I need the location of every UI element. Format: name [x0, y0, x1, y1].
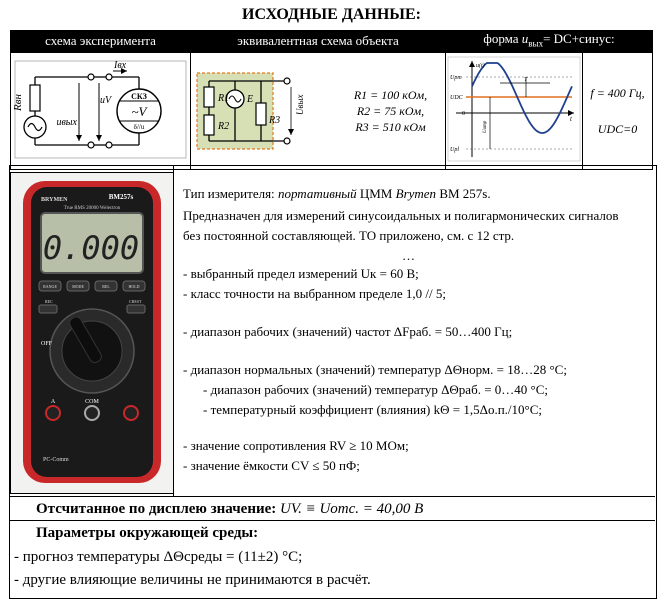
meter-jack-a[interactable]: [46, 406, 60, 420]
r3-value: R3 = 510 кОм: [355, 119, 426, 134]
divider-horizontal-2: [10, 520, 655, 521]
meter-off-label: OFF: [41, 341, 53, 347]
meter-purpose-line: Предназначен для измерений синусоидальных и полигармонических сигналов: [183, 208, 619, 223]
meter-rms-label: СКЗ: [131, 91, 147, 101]
wave-period-label: T: [524, 76, 528, 83]
u-out-label: uвых: [56, 116, 77, 128]
meter-display-value: 0.000: [42, 229, 140, 267]
wave-ampl-label: Uamp: [483, 120, 488, 133]
wave-upm-label: Upm: [450, 74, 462, 81]
reading-line: Отсчитанное по дисплею значение: UV. ≡ Uотс. = 40,00 В: [36, 501, 424, 517]
meter-crest-label: CREST: [129, 299, 142, 304]
spec-capacitance: - значение ёмкости CV ≤ 50 пФ;: [183, 458, 360, 473]
header-equivalent-scheme: эквивалентная схема объекта: [191, 31, 446, 53]
meter-button-crest[interactable]: [127, 305, 145, 313]
header-waveform: форма $u_{вых}=$ DC+синус:: [446, 31, 653, 53]
wave-zero-label: 0: [462, 110, 465, 117]
equivalent-scheme-diagram: [191, 53, 311, 164]
e-label: E: [247, 93, 254, 105]
spec-normal-temp: - диапазон нормальных (значений) температур ΔΘнорм. = 18…28 °С;: [183, 362, 567, 377]
divider-vertical: [173, 166, 174, 496]
wave-upl-label: Upl: [450, 146, 459, 153]
r1-value: R1 = 100 кОм,: [353, 87, 428, 102]
meter-button-rec[interactable]: [39, 305, 57, 313]
meter-com-label: COM: [85, 399, 99, 405]
r3-label: R3: [269, 114, 281, 126]
spec-accuracy-class: - класс точности на выбранном пределе 1,0 // 5;: [183, 286, 447, 301]
spec-range: - выбранный предел измерений Uк = 60 В;: [183, 266, 419, 281]
waveform-plot: [446, 53, 583, 164]
meter-v-label: ~V: [131, 103, 147, 119]
spec-resistance: - значение сопротивления RV ≥ 10 МОм;: [183, 438, 409, 453]
frequency-cell: [583, 52, 653, 169]
r-int-label: Rвн: [12, 93, 24, 111]
source-data-table: [10, 30, 653, 170]
meter-purpose-line-2: без постоянной составляющей. ТО приложено, см. с 12 стр.: [183, 228, 515, 243]
wave-t-label: t: [570, 114, 572, 123]
ellipsis: …: [402, 248, 415, 263]
i-in-label: Iвх: [114, 59, 127, 71]
experiment-scheme-diagram: [11, 53, 191, 164]
meter-button-hold-label: HOLD: [128, 284, 140, 289]
meter-jack-com[interactable]: [85, 406, 99, 420]
meter-rec-label: REC: [45, 299, 53, 304]
env-other: - другие влияющие величины не принимаются в расчёт.: [14, 572, 371, 588]
experiment-scheme-cell: [11, 52, 191, 169]
r1-label: R1: [218, 92, 230, 104]
udc-value: UDC=0: [597, 121, 638, 136]
spec-frequency-range: - диапазон рабочих (значений) частот ΔFраб. = 50…400 Гц;: [183, 324, 513, 339]
r2-label: R2: [218, 120, 230, 132]
env-title: Параметры окружающей среды:: [36, 525, 259, 541]
waveform-cell: [446, 52, 583, 169]
header-experiment-scheme: схема эксперимента: [11, 31, 191, 53]
meter-pc-label: PC-Comm: [43, 457, 69, 463]
u-out-equiv-label: Uвых: [295, 94, 305, 115]
meter-button-rel-label: REL: [102, 284, 110, 289]
reading-value: UV. ≡ Uотс. = 40,00 В: [280, 501, 424, 517]
r2-value: R2 = 75 кОм,: [356, 103, 425, 118]
multimeter-photo: [10, 172, 174, 494]
meter-bottom-label: δ//u: [133, 122, 145, 131]
meter-button-mode-label: MODE: [72, 284, 84, 289]
wave-u-t-label: u(t): [476, 62, 485, 69]
meter-brand: BRYMEN: [41, 197, 68, 203]
meter-jack-v[interactable]: [124, 406, 138, 420]
meter-type-line: Тип измерителя: портативный ЦММ Brymen BM 257s.: [183, 186, 491, 201]
wave-udc-label: UDC: [450, 94, 463, 101]
spec-temp-coefficient: - температурный коэффициент (влияния) kΘ = 1,5Δо.п./10°С;: [203, 402, 543, 417]
meter-subtitle: True RMS 20000 Welectron: [63, 206, 121, 211]
spec-working-temp: - диапазон рабочих (значений) температур ΔΘраб. = 0…40 °С;: [203, 382, 549, 397]
divider-horizontal-1: [10, 496, 655, 497]
meter-model: BM257s: [108, 193, 134, 201]
uv-label: uV: [100, 94, 112, 106]
env-temperature: - прогноз температуры ΔΘсреды = (11±2) °С;: [14, 549, 303, 565]
frequency-value: f = 400 Гц,: [590, 85, 645, 100]
meter-button-range-label: RANGE: [43, 284, 57, 289]
page-title: ИСХОДНЫЕ ДАННЫЕ:: [242, 6, 421, 23]
meter-a-label: A: [50, 399, 56, 405]
